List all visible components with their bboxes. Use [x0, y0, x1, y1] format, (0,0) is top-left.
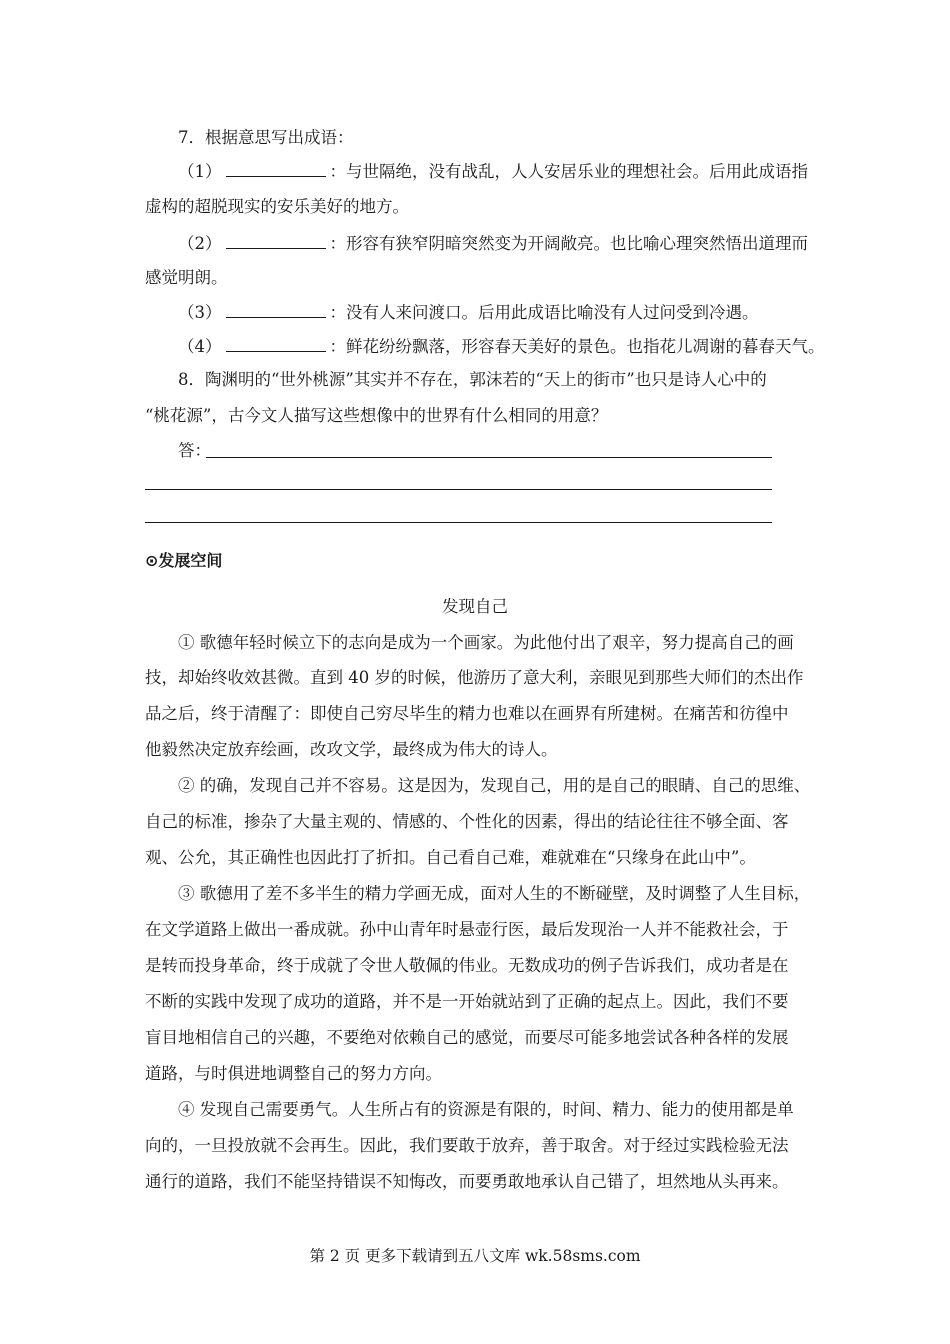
article-line: ① 歌德年轻时候立下的志向是成为一个画家。为此他付出了艰辛，努力提高自己的画	[178, 633, 794, 652]
q7-item-4-label: （4）	[178, 337, 222, 356]
q7-item-4	[178, 335, 825, 358]
article-line: 他毅然决定放弃绘画，改攻文学，最终成为伟大的诗人。	[145, 740, 558, 759]
q7-item-1-blank[interactable]	[226, 160, 326, 177]
article-line: 是转而投身革命，终于成就了令世人敬佩的伟业。无数成功的例子告诉我们，成功者是在	[145, 956, 789, 975]
article-line: 观、公允，其正确性也因此打了折扣。自己看自己难，难就难在“只缘身在此山中”。	[145, 848, 756, 867]
q7-title: 7．根据意思写出成语：	[178, 128, 354, 147]
q7-item-3-blank[interactable]	[226, 301, 326, 318]
q7-item-2-blank[interactable]	[226, 232, 326, 249]
q7-item-2-label: （2）	[178, 234, 222, 253]
q8-question-line1: 8．陶渊明的“世外桃源”其实并不存在，郭沫若的“天上的街市”也只是诗人心中的	[178, 370, 767, 389]
q8-answer-line-3[interactable]	[145, 522, 772, 523]
q7-item-3	[178, 301, 810, 324]
q7-item-1-label: （1）	[178, 162, 222, 181]
q7-item-4-blank[interactable]	[226, 335, 326, 352]
article-line: 在文学道路上做出一番成就。孙中山青年时悬壶行医，最后发现治一人并不能救社会，于	[145, 920, 789, 939]
article-title: 发现自己	[442, 597, 508, 616]
article-line: 自己的标准，掺杂了大量主观的、情感的、个性化的因素，得出的结论往往不够全面、客	[145, 812, 789, 831]
q8-answer-label: 答：	[178, 441, 211, 460]
article-line: ④ 发现自己需要勇气。人生所占有的资源是有限的，时间、精力、能力的使用都是单	[178, 1100, 794, 1119]
q7-item-2-text-cont: 感觉明朗。	[145, 268, 228, 287]
article-line: 向的，一旦投放就不会再生。因此，我们要敢于放弃，善于取舍。对于经过实践检验无法	[145, 1136, 789, 1155]
article-line: 通行的道路，我们不能坚持错误不知悔改，而要勇敢地承认自己错了，坦然地从头再来。	[145, 1172, 789, 1191]
q7-item-3-label: （3）	[178, 303, 222, 322]
q7-item-1-text: ：与世隔绝，没有战乱，人人安居乐业的理想社会。后用此成语指	[329, 162, 808, 181]
q7-item-2-text: ：形容有狭窄阴暗突然变为开阔敞亮。也比喻心理突然悟出道理而	[329, 234, 808, 253]
article-line: 盲目地相信自己的兴趣，不要绝对依赖自己的感觉，而要尽可能多地尝试各种各样的发展	[145, 1028, 789, 1047]
page-footer: 第 2 页 更多下载请到五八文库 wk.58sms.com	[309, 1247, 641, 1265]
article-line: ② 的确，发现自己并不容易。这是因为，发现自己，用的是自己的眼睛、自己的思维、	[178, 776, 811, 795]
q7-item-1-text-cont: 虚构的超脱现实的安乐美好的地方。	[145, 197, 409, 216]
q7-item-4-text: ：鲜花纷纷飘落，形容春天美好的景色。也指花儿凋谢的暮春天气。	[329, 337, 825, 356]
article-line: 技，却始终收效甚微。直到 40 岁的时候，他游历了意大利，亲眼见到那些大师们的杰出作	[145, 668, 804, 687]
article-line: 不断的实践中发现了成功的道路，并不是一开始就站到了正确的起点上。因此，我们不要	[145, 992, 789, 1011]
article-line: 品之后，终于清醒了：即使自己穷尽毕生的精力也难以在画界有所建树。在痛苦和彷徨中	[145, 704, 789, 723]
q8-answer-line-2[interactable]	[145, 489, 772, 490]
article-line: 道路，与时俱进地调整自己的努力方向。	[145, 1064, 442, 1083]
section-heading: ⊙发展空间	[145, 551, 223, 570]
q8-question-line2: “桃花源”，古今文人描写这些想像中的世界有什么相同的用意？	[145, 406, 608, 425]
article-line: ③ 歌德用了差不多半生的精力学画无成，面对人生的不断碰壁，及时调整了人生目标，	[178, 884, 811, 903]
q7-item-3-text: ：没有人来问渡口。后用此成语比喻没有人过问受到冷遇。	[329, 303, 759, 322]
q8-answer-line-1[interactable]	[206, 457, 772, 458]
q7-item-1	[178, 160, 810, 183]
q7-item-2	[178, 232, 810, 255]
